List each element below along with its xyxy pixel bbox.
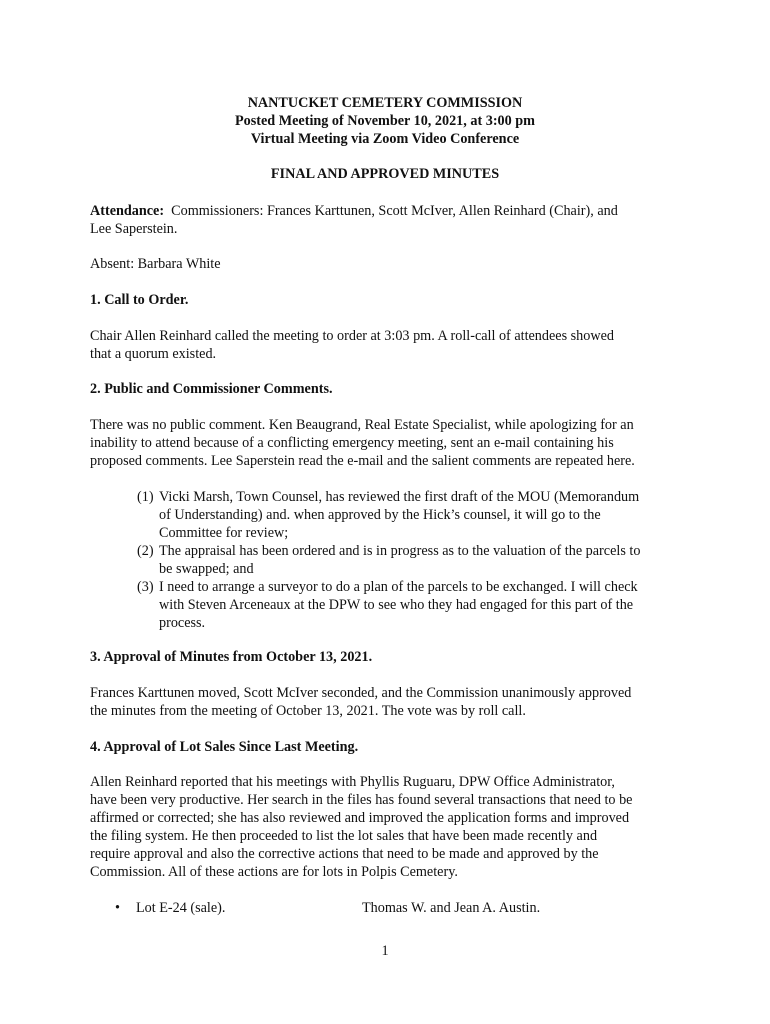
section-1-line-1: Chair Allen Reinhard called the meeting to order at 3:03 pm. A roll-call of attendees showed bbox=[90, 328, 615, 344]
section-3-line-1: Frances Karttunen moved, Scott McIver seconded, and the Commission unanimously approved bbox=[90, 685, 632, 701]
minutes-status-title: FINAL AND APPROVED MINUTES bbox=[270, 166, 500, 182]
meeting-date-line: Posted Meeting of November 10, 2021, at 3:00 pm bbox=[235, 113, 535, 129]
list-item-number: (2) bbox=[137, 543, 154, 559]
list-item-line: process. bbox=[159, 615, 206, 631]
section-2-line-2: inability to attend because of a conflicting emergency meeting, sent an e-mail containing his bbox=[90, 435, 614, 451]
section-2-line-3: proposed comments. Lee Saperstein read the e-mail and the salient comments are repeated here. bbox=[90, 453, 635, 469]
section-4-line-1: Allen Reinhard reported that his meetings with Phyllis Ruguaru, DPW Office Administrator, bbox=[90, 774, 615, 790]
attendance-label: Attendance: bbox=[90, 203, 165, 219]
section-4-heading: 4. Approval of Lot Sales Since Last Meeting. bbox=[90, 739, 359, 755]
lot-id: Lot E-24 (sale). bbox=[136, 900, 226, 916]
section-1-heading: 1. Call to Order. bbox=[90, 292, 189, 308]
section-1-line-2: that a quorum existed. bbox=[90, 346, 217, 362]
lot-buyer: Thomas W. and Jean A. Austin. bbox=[362, 900, 541, 916]
attendance-line-2: Lee Saperstein. bbox=[90, 221, 178, 237]
section-4-line-5: require approval and also the corrective actions that need to be made and approved by the bbox=[90, 846, 599, 862]
list-item bbox=[137, 578, 682, 632]
meeting-venue-line: Virtual Meeting via Zoom Video Conference bbox=[250, 131, 520, 147]
list-item-number: (3) bbox=[137, 579, 154, 595]
list-item-number: (1) bbox=[137, 489, 154, 505]
section-3-line-2: the minutes from the meeting of October 13, 2021. The vote was by roll call. bbox=[90, 703, 526, 719]
list-item-line: Committee for review; bbox=[159, 525, 289, 541]
list-item-line: with Steven Arceneaux at the DPW to see who they had engaged for this part of the bbox=[159, 597, 634, 613]
section-2-heading: 2. Public and Commissioner Comments. bbox=[90, 381, 333, 397]
absent-line: Absent: Barbara White bbox=[90, 256, 221, 272]
commission-title: NANTUCKET CEMETERY COMMISSION bbox=[247, 95, 523, 111]
list-item-line: I need to arrange a surveyor to do a plan of the parcels to be exchanged. I will check bbox=[159, 579, 638, 595]
list-item-line: The appraisal has been ordered and is in progress as to the valuation of the parcels to bbox=[159, 543, 641, 559]
section-2-line-1: There was no public comment. Ken Beaugrand, Real Estate Specialist, while apologizing for an bbox=[90, 417, 634, 433]
attendance-line-1 bbox=[90, 202, 690, 220]
bullet-icon: • bbox=[115, 900, 120, 916]
list-item-line: of Understanding) and. when approved by the Hick’s counsel, it will go to the bbox=[159, 507, 601, 523]
section-4-line-4: the filing system. He then proceeded to list the lot sales that have been made recently and bbox=[90, 828, 598, 844]
list-item-line: Vicki Marsh, Town Counsel, has reviewed the first draft of the MOU (Memorandum bbox=[159, 489, 640, 505]
attendance-text-a: Commissioners: Frances Karttunen, Scott McIver, Allen Reinhard (Chair), and bbox=[171, 203, 618, 219]
list-item bbox=[137, 488, 682, 542]
page-number: 1 bbox=[381, 943, 389, 959]
section-3-heading: 3. Approval of Minutes from October 13, 2021. bbox=[90, 649, 373, 665]
section-4-line-2: have been very productive. Her search in the files has found several transactions that need to be bbox=[90, 792, 633, 808]
list-item-line: be swapped; and bbox=[159, 561, 254, 577]
list-item bbox=[137, 542, 682, 578]
section-4-line-3: affirmed or corrected; she has also reviewed and improved the application forms and improved bbox=[90, 810, 630, 826]
section-4-line-6: Commission. All of these actions are for lots in Polpis Cemetery. bbox=[90, 864, 458, 880]
numbered-list bbox=[137, 488, 682, 632]
